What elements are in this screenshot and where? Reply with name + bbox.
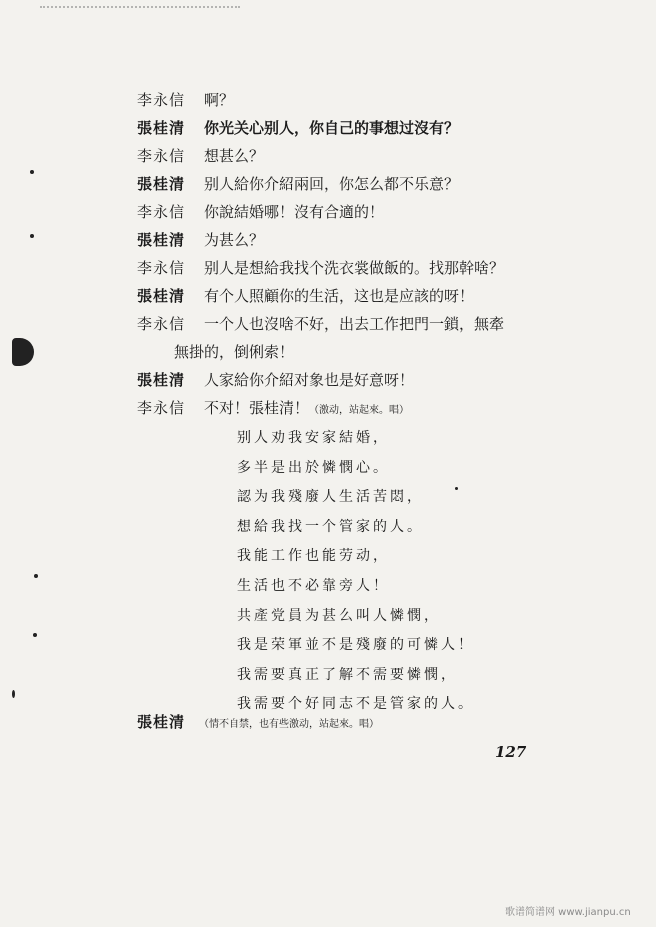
dialogue-line: [137, 366, 617, 394]
dialogue-line: [137, 170, 617, 198]
page-speck: [34, 574, 38, 578]
speaker-name: 李永信: [137, 147, 186, 165]
stage-direction: （激动，站起來。唱）: [309, 405, 410, 416]
lyric-line: 我是荣軍並不是殘廢的可憐人！: [237, 637, 475, 654]
speech-text: 想甚么？: [204, 147, 265, 165]
lyric-line: 想給我找一个管家的人。: [237, 518, 424, 535]
dialogue-line: [137, 226, 617, 254]
dialogue-continuation-line: [137, 338, 617, 366]
speaker-name: 張桂清: [137, 175, 186, 193]
dialogue-line: [137, 310, 617, 338]
speech-words: 不对！張桂清！: [204, 399, 310, 417]
speech-text: 你說結婚哪！沒有合適的！: [204, 203, 385, 221]
lyric-line: 共產党員为甚么叫人憐憫，: [237, 607, 441, 624]
speaker-name: 李永信: [137, 91, 186, 109]
dialogue-line: [137, 114, 617, 142]
lyric-line: 别人劝我安家結婚，: [237, 430, 390, 446]
page-speck: [12, 690, 15, 698]
previous-page-fragment: [40, 0, 240, 8]
lyric-line: 認为我殘廢人生活苦悶，: [237, 489, 424, 506]
lyric-line: 多半是出於憐憫心。: [237, 459, 390, 476]
speech-text: 啊？: [204, 91, 235, 109]
dialogue-line: [137, 394, 617, 422]
stage-direction: （情不自禁，也有些激动，站起來。唱）: [199, 719, 379, 730]
dialogue-line: [137, 254, 617, 282]
speaker-name: 張桂清: [137, 119, 186, 137]
speaker-name: 張桂清: [137, 287, 186, 305]
speech-text: 人家給你介紹对象也是好意呀！: [204, 371, 415, 389]
speaker-name: 李永信: [137, 315, 186, 333]
page-number: 127: [495, 743, 527, 761]
binding-hole-mark: [12, 338, 34, 366]
watermark: 歌谱简谱网 www.jianpu.cn: [505, 907, 631, 918]
song-lyrics: [237, 424, 475, 720]
lyric-line: 我需要真正了解不需要憐憫，: [237, 666, 458, 683]
speech-text: 别人是想給我找个洗衣裳做飯的。找那幹啥？: [204, 259, 505, 277]
lyric-line: 生活也不必靠旁人！: [237, 577, 390, 594]
page-speck: [33, 633, 37, 637]
speech-text: [204, 394, 409, 425]
lyric-line: 我能工作也能劳动，: [237, 548, 390, 565]
dialogue-line: [137, 86, 617, 114]
dialogue-block: [137, 86, 617, 422]
speech-text: 为甚么？: [204, 231, 265, 249]
speech-text: 一个人也沒啥不好，出去工作把門一鎖，無牽: [204, 315, 505, 333]
speech-text: 你光关心别人，你自己的事想过沒有？: [204, 119, 460, 137]
speech-text: 别人給你介紹兩回，你怎么都不乐意？: [204, 175, 460, 193]
speech-continuation: 無掛的，倒俐索！: [174, 343, 295, 361]
dialogue-line: [137, 198, 617, 226]
speaker-name: 李永信: [137, 203, 186, 221]
speaker-name: 李永信: [137, 259, 186, 277]
speaker-name: 張桂清: [137, 713, 186, 731]
speaker-name: 張桂清: [137, 371, 186, 389]
speaker-name: 李永信: [137, 399, 186, 417]
speech-text: 有个人照顧你的生活，这也是应該的呀！: [204, 287, 475, 305]
speaker-name: 張桂清: [137, 231, 186, 249]
dialogue-line: [137, 708, 379, 736]
page-speck: [30, 234, 34, 238]
dialogue-line: [137, 282, 617, 310]
page-speck: [30, 170, 34, 174]
dialogue-line: [137, 142, 617, 170]
lyric-line: 我需要个好同志不是管家的人。: [237, 696, 475, 713]
